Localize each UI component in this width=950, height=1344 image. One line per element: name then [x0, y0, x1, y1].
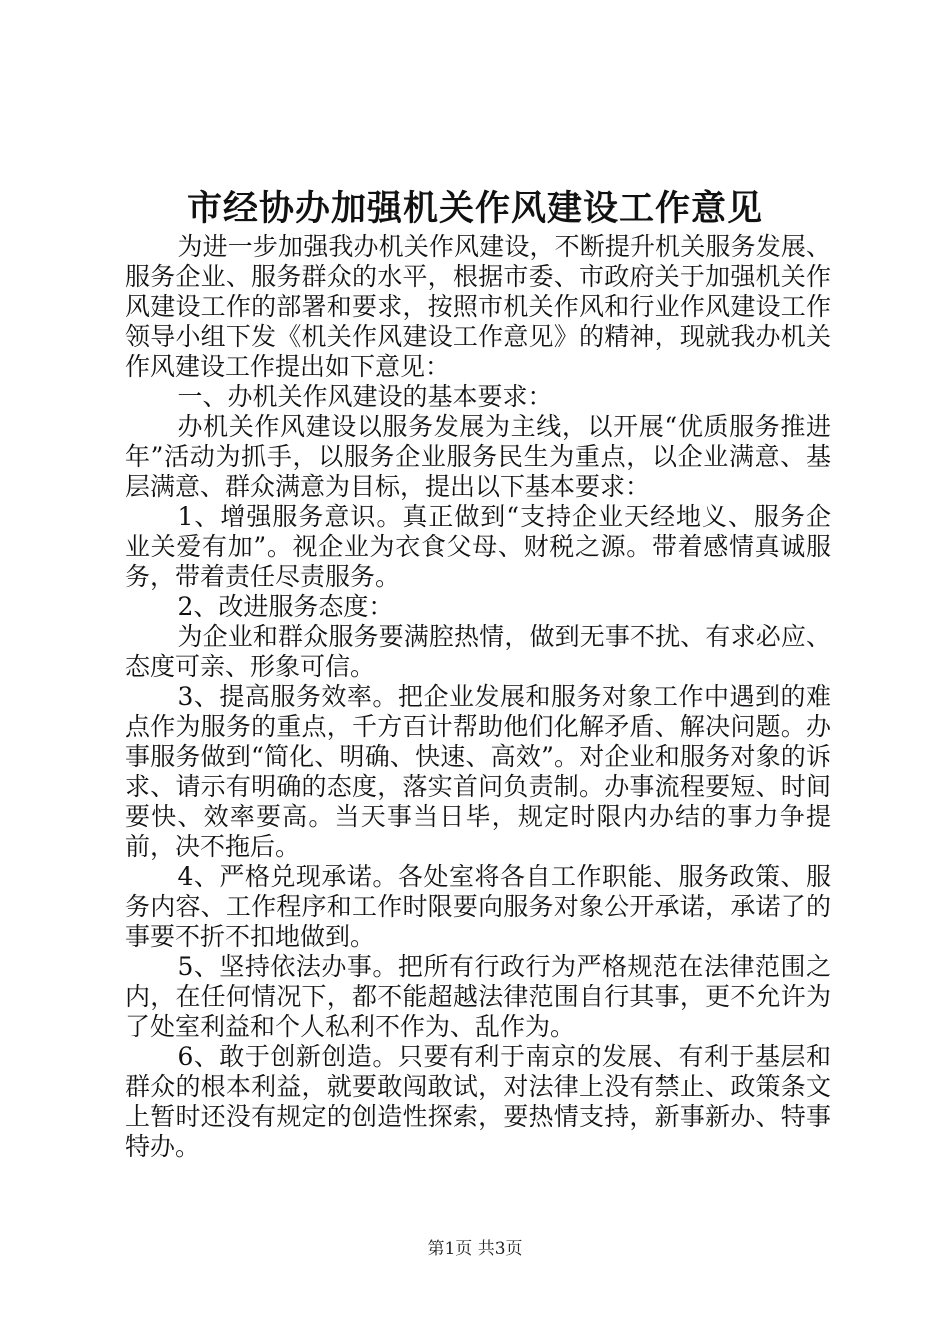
paragraph-intro: 为进一步加强我办机关作风建设，不断提升机关服务发展、服务企业、服务群众的水平，根据市委、市政府关于加强机关作风建设工作的部署和要求，按照市机关作风和行业作风建设工作领导小组下发《机关作风建设工作意见》的精神，现就我办机关作风建设工作提出如下意见：	[125, 232, 831, 381]
paragraph-item-2-detail: 为企业和群众服务要满腔热情，做到无事不扰、有求必应、态度可亲、形象可信。	[125, 622, 831, 681]
paragraph-item-4: 4、严格兑现承诺。各处室将各自工作职能、服务政策、服务内容、工作程序和工作时限要向服务对象公开承诺，承诺了的事要不折不扣地做到。	[125, 862, 831, 951]
document-body	[125, 232, 831, 1162]
document-title: 市经协办加强机关作风建设工作意见	[186, 188, 763, 229]
paragraph-requirements-overview: 办机关作风建设以服务发展为主线，以开展“优质服务推进年”活动为抓手，以服务企业服务民生为重点，以企业满意、基层满意、群众满意为目标，提出以下基本要求：	[125, 412, 831, 501]
paragraph-item-3: 3、提高服务效率。把企业发展和服务对象工作中遇到的难点作为服务的重点，千方百计帮助他们化解矛盾、解决问题。办事服务做到“简化、明确、快速、高效”。对企业和服务对象的诉求、请示有明确的态度，落实首问负责制。办事流程要短、时间要快、效率要高。当天事当日毕，规定时限内办结的事力争提前，决不拖后。	[125, 682, 831, 861]
paragraph-item-2: 2、改进服务态度：	[177, 592, 394, 621]
paragraph-heading-requirements: 一、办机关作风建设的基本要求：	[177, 382, 553, 411]
page-footer: 第1页 共3页	[427, 1239, 523, 1259]
paragraph-item-1: 1、增强服务意识。真正做到“支持企业天经地义、服务企业关爱有加”。视企业为衣食父母、财税之源。带着感情真诚服务，带着责任尽责服务。	[125, 502, 831, 591]
paragraph-item-5: 5、坚持依法办事。把所有行政行为严格规范在法律范围之内，在任何情况下，都不能超越法律范围自行其事，更不允许为了处室利益和个人私利不作为、乱作为。	[125, 952, 831, 1041]
paragraph-item-6: 6、敢于创新创造。只要有利于南京的发展、有利于基层和群众的根本利益，就要敢闯敢试，对法律上没有禁止、政策条文上暂时还没有规定的创造性探索，要热情支持，新事新办、特事特办。	[125, 1042, 831, 1161]
